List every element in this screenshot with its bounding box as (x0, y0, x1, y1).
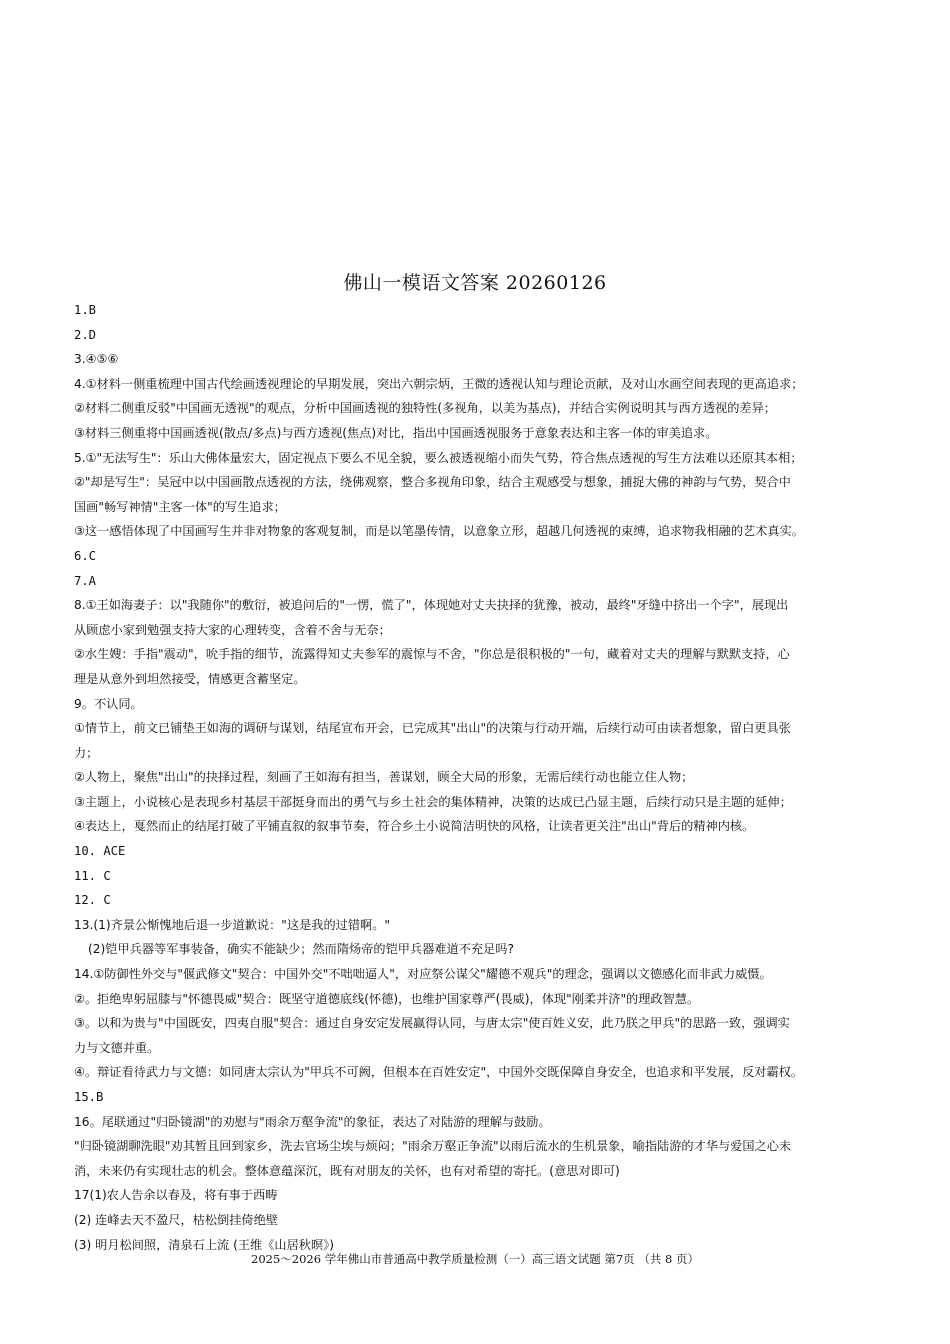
answer-1: 1.B (74, 303, 97, 317)
answer-9-heading: 9。不认同。 (74, 696, 143, 711)
answer-4-line-3: ③材料三侧重将中国画透视(散点/多点)与西方透视(焦点)对比，指出中国画透视服务于意象表达和主客一体的审美追求。 (74, 425, 718, 440)
answer-14-line-4: 力与文德并重。 (74, 1040, 160, 1055)
answer-11: 11. C (74, 868, 111, 883)
answer-8-line-3: ②水生嫂：手指"震动"，吮手指的细节，流露得知丈夫参军的震惊与不舍，"你总是很积极的"一句，藏着对丈夫的理解与默默支持，心 (74, 647, 790, 662)
answer-14-line-5: ④。辩证看待武力与文德：如同唐太宗认为"甲兵不可阙，但根本在百姓安定"，中国外交既保障自身安全，也追求和平发展，反对霸权。 (74, 1065, 804, 1080)
answer-16-line-2: "归卧镜湖聊洗眼"劝其暂且回到家乡，洗去官场尘埃与烦闷；"雨余万壑正争流"以雨后流水的生机景象，喻指陆游的才华与爱国之心未 (74, 1139, 792, 1154)
answer-14-line-2: ②。拒绝卑躬屈膝与"怀德畏威"契合：既坚守道德底线(怀德)，也维护国家尊严(畏威)，体现"刚柔并济"的理政智慧。 (74, 991, 700, 1006)
answer-4-line-1: 4.①材料一侧重梳理中国古代绘画透视理论的早期发展，突出六朝宗炳，王微的透视认知与理论贡献，及对山水画空间表现的更高追求； (74, 376, 804, 391)
answer-14-line-3: ③。以和为贵与"中国既安，四夷自服"契合：通过自身安定发展赢得认同，与唐太宗"使百姓义安，此乃朕之甲兵"的思路一致，强调实 (74, 1016, 790, 1031)
answer-10: 10. ACE (74, 844, 126, 859)
answer-13-line-2: (2)铠甲兵器等军事装备，确实不能缺少；然而隋炀帝的铠甲兵器难道不充足吗? (88, 942, 514, 957)
answer-9-line-1: ①情节上，前文已铺垫王如海的调研与谋划，结尾宣布开会，已完成其"出山"的决策与行动开端，后续行动可由读者想象，留白更具张 (74, 721, 791, 736)
answer-17-line-3: (3) 明月松间照，清泉石上流 (王维《山居秋暝》) (74, 1237, 334, 1252)
answer-5-line-1: 5.①"无法写生"：乐山大佛体量宏大，固定视点下要么不见全貌，要么被透视缩小而失气势，符合焦点透视的写生方法难以还原其本相； (74, 450, 803, 465)
answer-9-line-5: ④表达上，戛然而止的结尾打破了平铺直叙的叙事节奏，符合乡土小说简洁明快的风格，让读者更关注"出山"背后的精神内核。 (74, 819, 755, 834)
answer-8-line-4: 理是从意外到坦然接受，情感更含蓄坚定。 (74, 671, 306, 686)
answer-9-line-2: 力； (74, 745, 99, 760)
answer-17-line-2: (2) 连峰去天不盈尺，枯松倒挂倚绝壁 (74, 1212, 278, 1227)
answer-13-line-1: 13.(1)齐景公惭愧地后退一步道歉说："这是我的过错啊。" (74, 917, 390, 932)
answer-5-line-4: ③这一感悟体现了中国画写生并非对物象的客观复制，而是以笔墨传情，以意象立形，超越几何透视的束缚，追求物我相融的艺术真实。 (74, 524, 804, 539)
answer-5-line-2: ②"却是写生"：吴冠中以中国画散点透视的方法，绕佛观察，整合多视角印象，结合主观感受与想象，捕捉大佛的神韵与气势，契合中 (74, 475, 791, 490)
answer-14-line-1: 14.①防御性外交与"偃武修文"契合：中国外交"不咄咄逼人"，对应祭公谋父"耀德不观兵"的理念，强调以文德感化而非武力威慑。 (74, 967, 772, 982)
answer-15: 15.B (74, 1090, 104, 1104)
answer-16-line-1: 16。尾联通过"归卧镜湖"的劝慰与"雨余万壑争流"的象征，表达了对陆游的理解与鼓励。 (74, 1114, 551, 1129)
answer-7: 7.A (74, 573, 97, 588)
page-title: 佛山一模语文答案 20260126 (343, 272, 607, 294)
answer-8-line-1: 8.①王如海妻子：以"我随你"的敷衍，被追问后的"一愣，慌了"，体现她对丈夫抉择的犹豫，被动，最终"牙缝中挤出一个字"，展现出 (74, 598, 789, 613)
answer-list (74, 298, 882, 1257)
page-footer: 2025～2026 学年佛山市普通高中教学质量检测（一）高三语文试题 第7页 （共 8 页） (251, 1252, 699, 1266)
answer-16-line-3: 消，未来仍有实现壮志的机会。整体意蕴深沉，既有对朋友的关怀，也有对希望的寄托。(意思对即可) (74, 1163, 620, 1178)
answer-2: 2.D (74, 327, 97, 342)
answer-12: 12. C (74, 893, 111, 908)
answer-4-line-2: ②材料二侧重反驳"中国画无透视"的观点，分析中国画透视的独特性(多视角，以美为基点)，并结合实例说明其与西方透视的差异； (74, 401, 776, 416)
answer-5-line-3: 国画"畅写神情"主客一体"的写生追求； (74, 499, 286, 514)
answer-9-line-4: ③主题上，小说核心是表现乡村基层干部挺身而出的勇气与乡土社会的集体精神，决策的达成已凸显主题，后续行动只是主题的延伸； (74, 794, 792, 809)
answer-3: 3.④⑤⑥ (74, 352, 119, 367)
answer-17-line-1: 17(1)农人告余以春及，将有事于西畴 (74, 1188, 278, 1203)
answer-6: 6.C (74, 548, 97, 563)
answer-9-line-3: ②人物上，聚焦"出山"的抉择过程，刻画了王如海有担当，善谋划，顾全大局的形象，无需后续行动也能立住人物； (74, 770, 694, 785)
answer-8-line-2: 从顾虑小家到勉强支持大家的心理转变，含着不舍与无奈； (74, 622, 391, 637)
